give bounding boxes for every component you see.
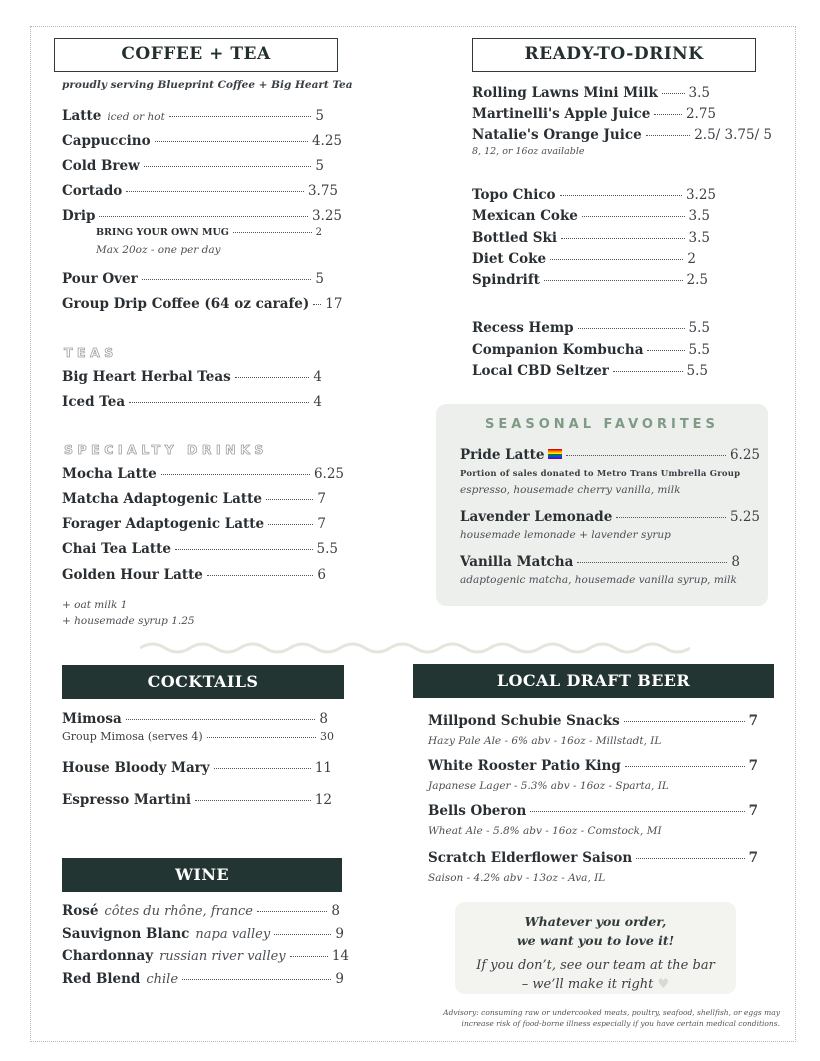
menu-item: Red Blend chile 9 — [62, 971, 344, 987]
item-desc: espresso, housemade cherry vanilla, milk — [460, 484, 681, 496]
menu-item: Cappuccino 4.25 — [62, 133, 342, 149]
menu-item: Matcha Adaptogenic Latte 7 — [62, 491, 326, 507]
group-mimosa: Group Mimosa (serves 4) 30 — [62, 730, 334, 743]
menu-item: Recess Hemp 5.5 — [472, 320, 710, 336]
beer-desc: Saison - 4.2% abv - 13oz - Ava, IL — [428, 872, 606, 884]
callout-line-3: If you don’t, see our team at the bar — [476, 958, 715, 973]
menu-item: Drip 3.25 — [62, 208, 342, 224]
menu-item: Bells Oberon 7 — [428, 803, 758, 819]
menu-item: Forager Adaptogenic Latte 7 — [62, 516, 326, 532]
item-desc: housemade lemonade + lavender syrup — [460, 529, 671, 541]
menu-item: Big Heart Herbal Teas 4 — [62, 369, 322, 385]
menu-item: Mocha Latte 6.25 — [62, 466, 344, 482]
menu-item: Espresso Martini 12 — [62, 792, 332, 808]
beer-desc: Hazy Pale Ale - 6% abv - 16oz - Millstadt, IL — [428, 735, 662, 747]
callout-line-4: – we’ll make it right — [521, 977, 654, 992]
menu-item: Cortado 3.75 — [62, 183, 338, 199]
mug-note: Max 20oz - one per day — [96, 244, 221, 256]
coffee-tea-header: COFFEE + TEA — [54, 38, 338, 72]
menu-item: Rolling Lawns Mini Milk 3.5 — [472, 85, 710, 101]
oj-sizes-note: 8, 12, or 16oz available — [472, 146, 585, 157]
menu-item: Cold Brew 5 — [62, 158, 324, 174]
menu-item: Chardonnay russian river valley 14 — [62, 948, 349, 964]
menu-item: Golden Hour Latte 6 — [62, 567, 326, 583]
menu-item: Lavender Lemonade 5.25 — [460, 509, 760, 525]
addon-oat-milk: + oat milk 1 — [62, 599, 128, 611]
mug-discount: BRING YOUR OWN MUG 2 — [96, 227, 322, 238]
menu-item: Sauvignon Blanc napa valley 9 — [62, 926, 344, 942]
donation-note: Portion of sales donated to Metro Trans Umbrella Group — [460, 469, 741, 479]
menu-item: Mimosa 8 — [62, 711, 328, 727]
menu-item: Millpond Schubie Snacks 7 — [428, 713, 758, 729]
guarantee-callout — [455, 902, 736, 994]
menu-item: Vanilla Matcha 8 — [460, 554, 740, 570]
coffee-subtitle: proudly serving Blueprint Coffee + Big Heart Tea — [62, 79, 353, 91]
menu-item: Bottled Ski 3.5 — [472, 230, 710, 246]
food-advisory: Advisory: consuming raw or undercooked meats, poultry, seafood, shellfish, or eggs may increase risk of food-borne illness especially if you have certain medical conditions. — [443, 1008, 780, 1028]
menu-item: Natalie's Orange Juice 2.5/ 3.75/ 5 — [472, 127, 772, 143]
menu-item: Diet Coke 2 — [472, 251, 696, 267]
callout-line-1: Whatever you order, — [524, 914, 667, 929]
menu-item: Pour Over 5 — [62, 271, 324, 287]
specialty-heading: SPECIALTY DRINKS — [64, 442, 268, 457]
beer-desc: Japanese Lager - 5.3% abv - 16oz - Sparta, IL — [428, 780, 669, 792]
menu-item: Pride Latte 6.25 — [460, 447, 760, 463]
cocktails-header: COCKTAILS — [62, 665, 344, 699]
wine-header: WINE — [62, 858, 342, 892]
menu-item: Iced Tea 4 — [62, 394, 322, 410]
menu-item: Local CBD Seltzer 5.5 — [472, 363, 708, 379]
teas-heading: TEAS — [64, 345, 118, 360]
menu-item: Latte iced or hot 5 — [62, 108, 324, 124]
addon-syrup: + housemade syrup 1.25 — [62, 615, 195, 627]
menu-item: Topo Chico 3.25 — [472, 187, 716, 203]
pride-flag-icon — [548, 449, 562, 459]
beer-desc: Wheat Ale - 5.8% abv - 16oz - Comstock, MI — [428, 825, 662, 837]
menu-item: Scratch Elderflower Saison 7 — [428, 850, 758, 866]
menu-item: House Bloody Mary 11 — [62, 760, 332, 776]
menu-item: Spindrift 2.5 — [472, 272, 708, 288]
callout-line-2: we want you to love it! — [516, 933, 675, 948]
seasonal-heading: SEASONAL FAVORITES — [485, 417, 719, 432]
menu-item: White Rooster Patio King 7 — [428, 758, 758, 774]
menu-item: Martinelli's Apple Juice 2.75 — [472, 106, 716, 122]
item-desc: adaptogenic matcha, housemade vanilla syrup, milk — [460, 574, 737, 586]
menu-item: Group Drip Coffee (64 oz carafe) 17 — [62, 296, 343, 312]
ready-to-drink-header: READY-TO-DRINK — [472, 38, 756, 72]
wave-divider — [140, 640, 690, 656]
heart-icon: ♥ — [657, 977, 670, 992]
menu-item: Rosé côtes du rhône, france 8 — [62, 903, 340, 919]
menu-item: Mexican Coke 3.5 — [472, 208, 710, 224]
menu-item: Companion Kombucha 5.5 — [472, 342, 710, 358]
callout-line-4-wrap — [455, 975, 736, 994]
beer-header: LOCAL DRAFT BEER — [413, 664, 774, 698]
menu-item: Chai Tea Latte 5.5 — [62, 541, 338, 557]
